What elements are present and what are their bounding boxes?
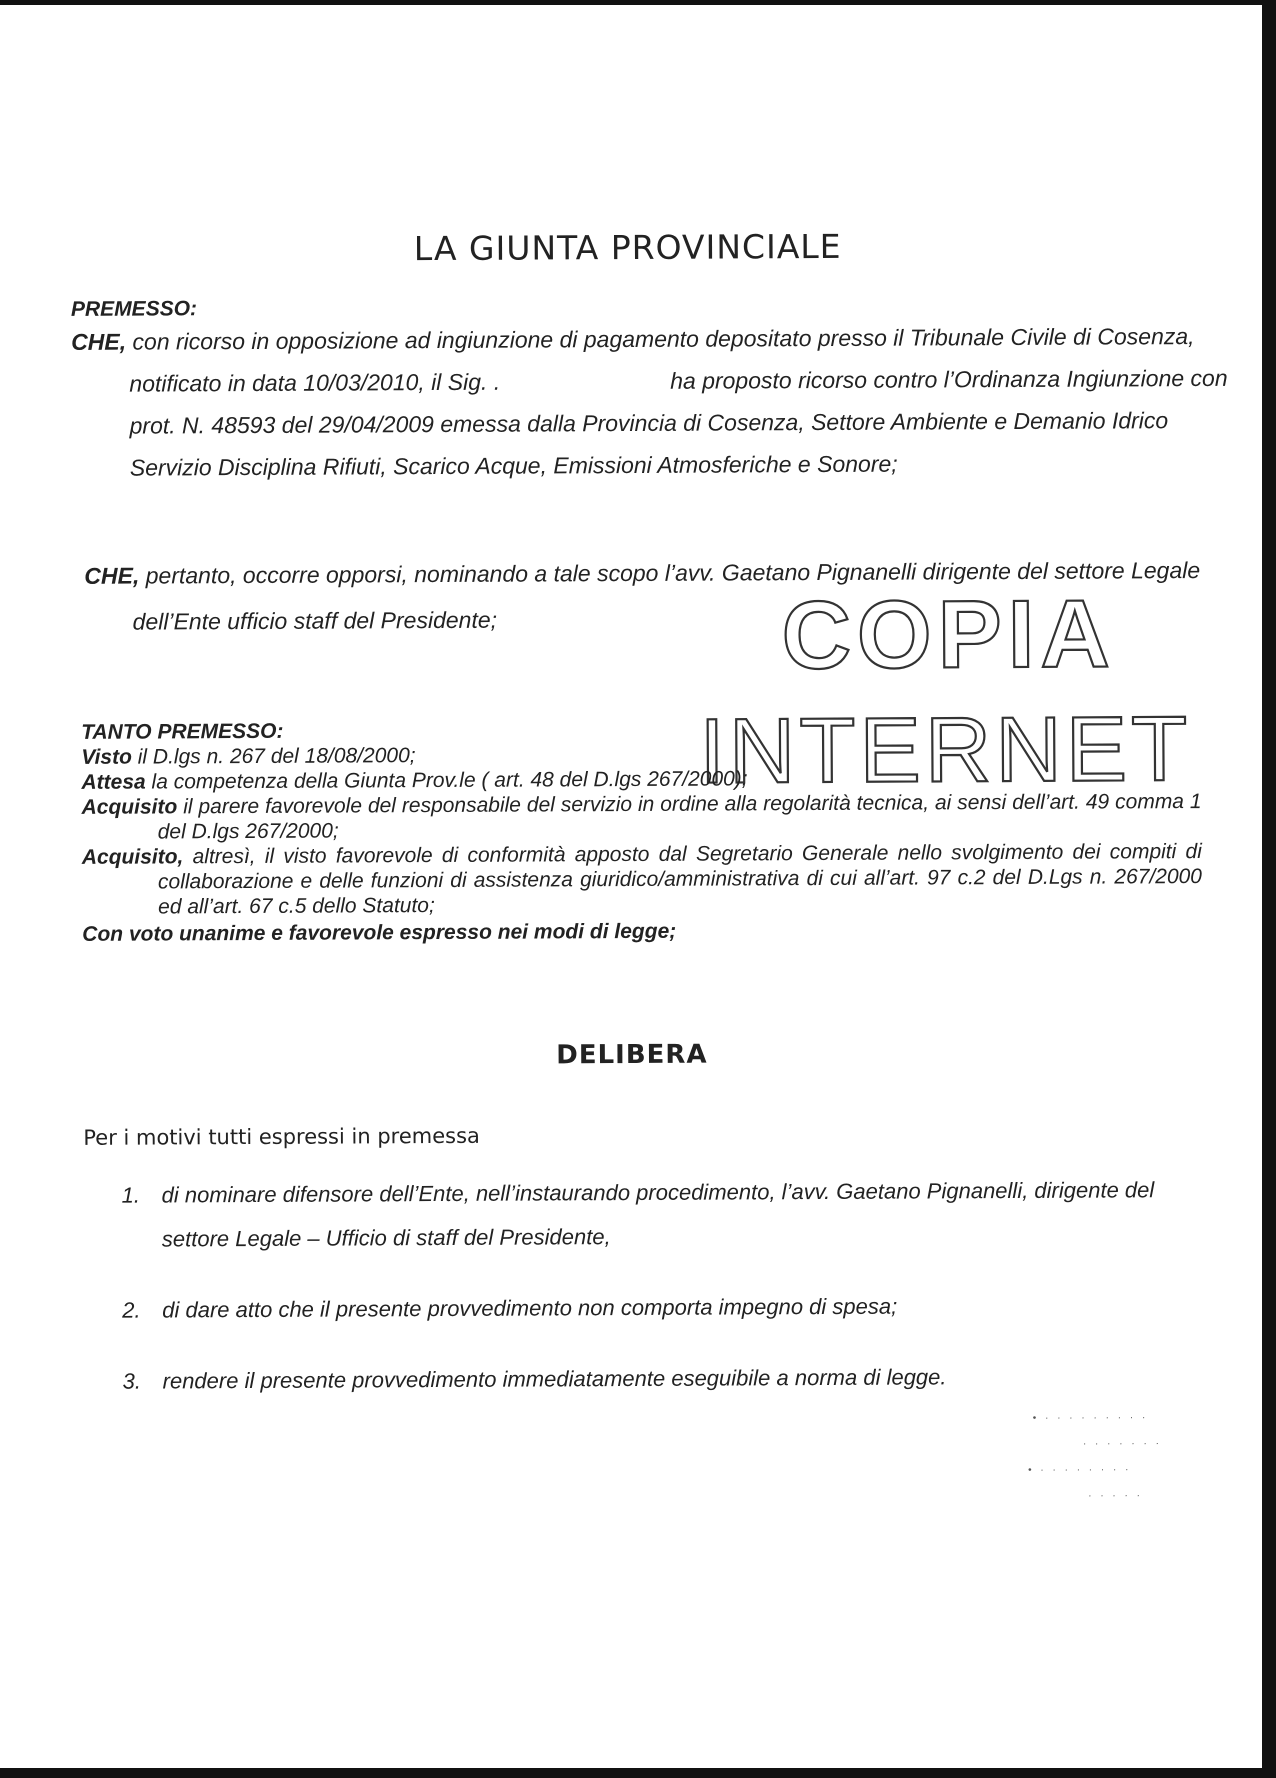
- faint-marks: · · · · · · ·: [1082, 1438, 1162, 1450]
- che1-text-b: ha proposto ricorso contro l’Ordinanza Ingiunzione con prot. N. 48593 del 29/04/2009 emessa dalla Provincia di Cosenza, Settore Ambiente e Demanio Idrico Servizio Disciplina Rifiuti, Scarico Acque, Emissioni Atmosferiche e Sonore;: [129, 364, 1228, 481]
- list-item-number: 2.: [122, 1297, 141, 1323]
- delibera-list: [122, 1168, 1203, 1431]
- faint-marks: · · · · ·: [1088, 1490, 1143, 1502]
- che-keyword: CHE,: [71, 328, 127, 355]
- faint-marks: • · · · · · · · · ·: [1032, 1412, 1149, 1424]
- list-item-number: 1.: [121, 1182, 141, 1208]
- acquisito-line-1: Acquisito il parere favorevole del responsabile del servizio in ordine alla regolarità tecnica, ai sensi dell’art. 49 comma 1 del D.lgs 267/2000;: [81, 790, 1202, 844]
- che2-text: pertanto, occorre opporsi, nominando a tale scopo l’avv. Gaetano Pignanelli dirigente del settore Legale dell’Ente ufficio staff del Presidente;: [132, 557, 1201, 635]
- faint-marks: • · · · · · · · ·: [1028, 1464, 1132, 1476]
- che-paragraph-1: [71, 315, 1250, 489]
- acquisito-line-2: Acquisito, altresì, il visto favorevole di conformità apposto dal Segretario Generale nello svolgimento dei compiti di collaborazione e delle funzioni di assistenza giuridico/amministrativa di cui all’art. 97 c.2 del D.Lgs n. 267/2000 ed all’art. 67 c.5 dello Statuto;: [81, 840, 1203, 919]
- document-title: LA GIUNTA PROVINCIALE: [413, 226, 842, 269]
- voto-line: Con voto unanime e favorevole espresso nei modi di legge;: [82, 919, 677, 946]
- list-item-text: rendere il presente provvedimento immediatamente eseguibile a norma di legge.: [162, 1364, 947, 1394]
- list-item: [122, 1168, 1202, 1262]
- list-item: [122, 1354, 1202, 1404]
- delibera-heading: DELIBERA: [556, 1039, 708, 1071]
- list-item-text: di nominare difensore dell’Ente, nell’instaurando procedimento, l’avv. Gaetano Pignanelli, dirigente del settore Legale – Ufficio di staff del Presidente,: [161, 1177, 1155, 1252]
- attesa-line: Attesa la competenza della Giunta Prov.le ( art. 48 del D.lgs 267/2000);: [81, 767, 748, 794]
- list-item-number: 3.: [122, 1368, 142, 1394]
- motivi-line: Per i motivi tutti espressi in premessa: [83, 1123, 480, 1150]
- tanto-premesso-label: TANTO PREMESSO:: [81, 719, 284, 744]
- premesso-label: PREMESSO:: [70, 297, 198, 321]
- list-item: [122, 1283, 1202, 1333]
- redacted-name-gap: [500, 389, 670, 390]
- list-item-text: di dare atto che il presente provvedimento non comporta impegno di spesa;: [162, 1293, 898, 1323]
- che-keyword: CHE,: [84, 562, 140, 589]
- che1-text-a: con ricorso in opposizione ad ingiunzione di pagamento depositato presso il Tribunale Civile di Cosenza, notificato in data 10/03/2010, il Sig. .: [126, 323, 1195, 397]
- document-page: [0, 2, 1267, 1772]
- stamp-line-1: COPIA: [781, 580, 1116, 690]
- tanto-premesso-block: [81, 714, 1202, 947]
- visto-line: Visto il D.lgs n. 267 del 18/08/2000;: [81, 744, 416, 769]
- stamp-line-2: INTERNET: [699, 698, 1192, 801]
